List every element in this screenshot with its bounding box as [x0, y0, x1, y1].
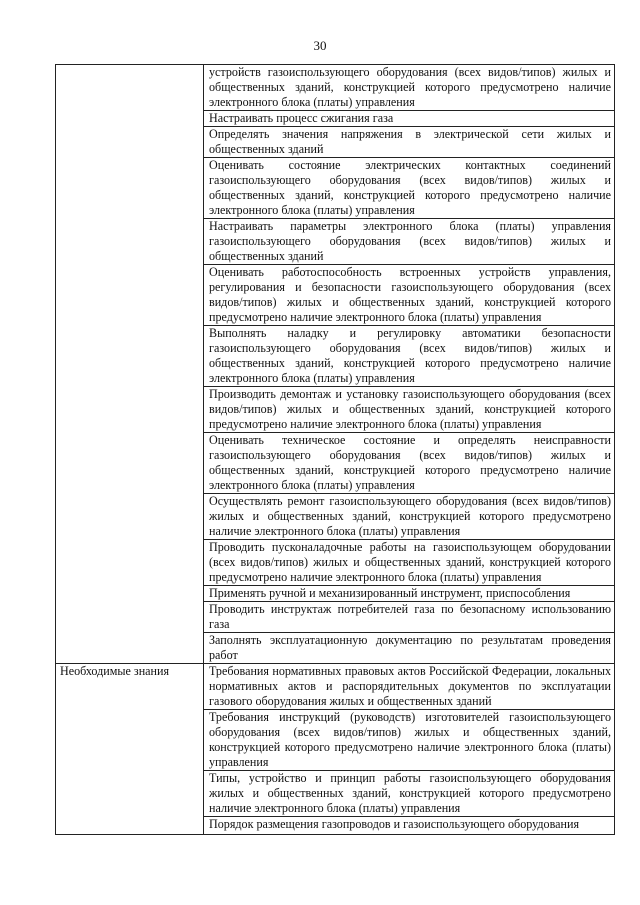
table-cell: Оценивать работоспособность встроенных устройств управления, регулирования и безопасности газоиспользующего оборудования (всех видов/типов) жилых и общественных зданий, конструкцией которого предусмотрено наличие электронного блока (платы) управления: [204, 265, 615, 326]
table-row: [56, 664, 615, 710]
table-cell: Выполнять наладку и регулировку автоматики безопасности газоиспользующего оборудования (всех видов/типов) жилых и общественных зданий, конструкцией которого предусмотрено наличие электронного блока (платы) управления: [204, 326, 615, 387]
table-cell: Требования нормативных правовых актов Российской Федерации, локальных нормативных актов и распорядительных документов по эксплуатации газового оборудования жилых и общественных зданий: [204, 664, 615, 710]
table-cell: Настраивать параметры электронного блока (платы) управления газоиспользующего оборудования (всех видов/типов) жилых и общественных зданий: [204, 219, 615, 265]
table-cell: Порядок размещения газопроводов и газоиспользующего оборудования: [204, 817, 615, 835]
table-cell: Требования инструкций (руководств) изготовителей газоиспользующего оборудования (всех видов/типов) жилых и общественных зданий, конструкцией которого предусмотрено наличие электронного блока (платы) управления: [204, 710, 615, 771]
table-cell: Настраивать процесс сжигания газа: [204, 111, 615, 127]
table-cell: Оценивать состояние электрических контактных соединений газоиспользующего оборудования (всех видов/типов) жилых и общественных зданий, конструкцией которого предусмотрено наличие электронного блока (платы) управления: [204, 158, 615, 219]
table-cell: Применять ручной и механизированный инструмент, приспособления: [204, 586, 615, 602]
table-cell: устройств газоиспользующего оборудования (всех видов/типов) жилых и общественных зданий, конструкцией которого предусмотрено наличие электронного блока (платы) управления: [204, 65, 615, 111]
table-cell: Производить демонтаж и установку газоиспользующего оборудования (всех видов/типов) жилых и общественных зданий, конструкцией которого предусмотрено наличие электронного блока (платы) управления: [204, 387, 615, 433]
table-cell: Проводить инструктаж потребителей газа по безопасному использованию газа: [204, 602, 615, 633]
table-row: [56, 65, 615, 111]
skills-label-cell: [56, 65, 204, 664]
table-cell: Оценивать техническое состояние и определять неисправности газоиспользующего оборудования (всех видов/типов) жилых и общественных зданий, конструкцией которого предусмотрено наличие электронного блока (платы) управления: [204, 433, 615, 494]
requirements-table: [55, 64, 615, 835]
table-cell: Определять значения напряжения в электрической сети жилых и общественных зданий: [204, 127, 615, 158]
page-number: 30: [313, 38, 327, 53]
table-cell: Проводить пусконаладочные работы на газоиспользующем оборудовании (всех видов/типов) жилых и общественных зданий, конструкцией которого предусмотрено наличие электронного блока (платы) управления: [204, 540, 615, 586]
knowledge-label-cell: Необходимые знания: [56, 664, 204, 835]
table-cell: Типы, устройство и принцип работы газоиспользующего оборудования жилых и общественных зданий, конструкцией которого предусмотрено наличие электронного блока (платы) управления: [204, 771, 615, 817]
table-cell: Заполнять эксплуатационную документацию по результатам проведения работ: [204, 633, 615, 664]
table-cell: Осуществлять ремонт газоиспользующего оборудования (всех видов/типов) жилых и общественных зданий, конструкцией которого предусмотрено наличие электронного блока (платы) управления: [204, 494, 615, 540]
